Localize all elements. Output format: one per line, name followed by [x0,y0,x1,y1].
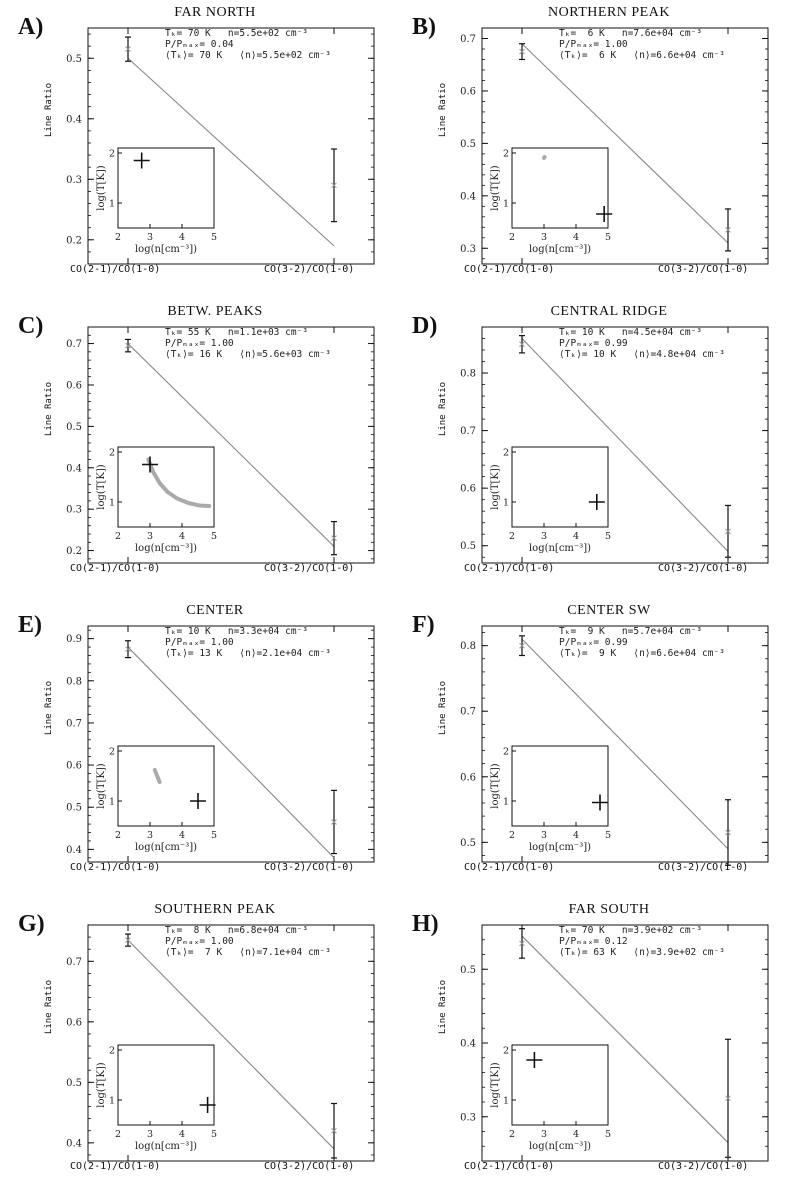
y-axis-label: Line Ratio [438,680,448,736]
chart-title: NORTHERN PEAK [548,5,670,20]
y-axis-label: Line Ratio [44,680,54,736]
chart-panel [0,897,394,1196]
chart-svg [394,897,788,1196]
fit-parameter-line: P/Pₘₐₓ= 0.99 [559,338,628,349]
y-axis-label: Line Ratio [44,381,54,437]
inset-y-tick-label: 1 [502,796,509,808]
chart-title: FAR SOUTH [568,902,650,917]
plot-frame [88,28,374,264]
inset-frame [118,746,214,826]
inset-x-tick-label: 4 [572,531,580,542]
fit-parameter-line: P/Pₘₐₓ= 1.00 [165,338,234,349]
x-category-label: CO(2-1)/CO(1-0) [70,264,161,275]
x-category-label: CO(3-2)/CO(1-0) [264,563,355,574]
inset-x-tick-label: 2 [508,830,516,841]
chart-panel [394,598,788,897]
inset-frame [512,148,608,228]
inset-y-axis-label: log(T[K]) [96,464,107,510]
inset-x-tick-label: 5 [604,830,612,841]
inset-y-axis-label: log(T[K]) [490,165,501,211]
fit-parameter-line: P/Pₘₐₓ= 1.00 [165,637,234,648]
chart-panel [394,299,788,598]
inset-x-tick-label: 3 [540,531,548,542]
y-tick-label: 0.3 [460,243,476,255]
y-tick-label: 0.3 [66,174,82,186]
inset-y-tick-label: 1 [108,198,115,210]
inset-y-tick-label: 2 [502,746,509,758]
y-tick-label: 0.5 [460,964,476,976]
y-tick-label: 0.3 [66,504,82,516]
inset-y-tick-label: 2 [108,746,115,758]
chart-panel [0,598,394,897]
fit-parameter-line: P/Pₘₐₓ= 0.04 [165,39,234,50]
y-tick-label: 0.2 [66,235,82,247]
fit-parameter-line: P/Pₘₐₓ= 1.00 [165,936,234,947]
inset-y-axis-label: log(T[K]) [490,763,501,809]
y-tick-label: 0.5 [66,802,82,814]
fit-parameter-line: Tₖ= 9 K n=5.7e+04 cm⁻³ [559,626,702,637]
y-tick-label: 0.5 [66,421,82,433]
y-tick-label: 0.3 [460,1112,476,1124]
inset-x-tick-label: 4 [572,232,580,243]
inset-x-tick-label: 4 [178,1129,186,1140]
fit-parameter-line: ⟨Tₖ⟩= 7 K ⟨n⟩=7.1e+04 cm⁻³ [165,947,331,958]
chart-title: CENTER SW [567,603,651,618]
y-tick-label: 0.4 [460,191,476,203]
y-tick-label: 0.8 [460,368,476,380]
y-tick-label: 0.7 [460,426,476,438]
inset-frame [118,148,214,228]
x-category-label: CO(2-1)/CO(1-0) [70,862,161,873]
y-tick-label: 0.4 [460,1038,476,1050]
inset-x-tick-label: 2 [508,1129,516,1140]
inset-x-axis-label: log(n[cm⁻³]) [134,842,198,853]
inset-x-tick-label: 2 [114,232,122,243]
inset-x-tick-label: 2 [114,1129,122,1140]
inset-x-tick-label: 2 [508,232,516,243]
y-tick-label: 0.8 [66,676,82,688]
panel-label: A) [18,14,44,40]
plot-frame [482,28,768,264]
x-category-label: CO(3-2)/CO(1-0) [658,1161,749,1172]
inset-y-axis-label: log(T[K]) [490,1062,501,1108]
inset-x-axis-label: log(n[cm⁻³]) [134,244,198,255]
inset-x-tick-label: 3 [540,232,548,243]
inset-x-tick-label: 3 [540,1129,548,1140]
y-tick-label: 0.5 [460,138,476,150]
inset-x-tick-label: 3 [146,1129,154,1140]
y-tick-label: 0.6 [66,380,82,392]
fit-parameter-line: Tₖ= 8 K n=6.8e+04 cm⁻³ [165,925,308,936]
inset-x-axis-label: log(n[cm⁻³]) [134,543,198,554]
y-tick-label: 0.7 [66,718,82,730]
inset-y-tick-label: 2 [502,1045,509,1057]
fit-parameter-line: ⟨Tₖ⟩= 16 K ⟨n⟩=5.6e+03 cm⁻³ [165,349,331,360]
inset-x-tick-label: 4 [572,1129,580,1140]
plot-frame [88,626,374,862]
inset-x-axis-label: log(n[cm⁻³]) [528,543,592,554]
inset-x-axis-label: log(n[cm⁻³]) [528,1141,592,1152]
inset-x-tick-label: 3 [146,232,154,243]
x-category-label: CO(2-1)/CO(1-0) [70,563,161,574]
chart-svg [394,299,788,598]
inset-y-axis-label: log(T[K]) [96,165,107,211]
y-tick-label: 0.7 [460,33,476,45]
fit-parameter-line: ⟨Tₖ⟩= 70 K ⟨n⟩=5.5e+02 cm⁻³ [165,50,331,61]
y-tick-label: 0.7 [66,339,82,351]
chart-panel [394,0,788,299]
y-tick-label: 0.7 [460,706,476,718]
inset-frame [118,447,214,527]
inset-x-tick-label: 3 [540,830,548,841]
inset-x-tick-label: 5 [210,232,218,243]
chart-panel [394,897,788,1196]
fit-parameter-line: ⟨Tₖ⟩= 13 K ⟨n⟩=2.1e+04 cm⁻³ [165,648,331,659]
x-category-label: CO(2-1)/CO(1-0) [464,1161,555,1172]
chart-svg [0,897,394,1196]
inset-x-axis-label: log(n[cm⁻³]) [528,244,592,255]
x-category-label: CO(3-2)/CO(1-0) [264,264,355,275]
chart-svg [394,598,788,897]
inset-y-tick-label: 2 [108,447,115,459]
fit-parameter-line: P/Pₘₐₓ= 0.12 [559,936,628,947]
inset-x-tick-label: 5 [210,1129,218,1140]
inset-y-tick-label: 2 [502,447,509,459]
fit-parameter-line: Tₖ= 70 K n=5.5e+02 cm⁻³ [165,28,308,39]
chart-title: SOUTHERN PEAK [154,902,276,917]
y-tick-label: 0.6 [460,483,476,495]
fit-parameter-line: P/Pₘₐₓ= 0.99 [559,637,628,648]
x-category-label: CO(2-1)/CO(1-0) [464,563,555,574]
fit-parameter-line: ⟨Tₖ⟩= 6 K ⟨n⟩=6.6e+04 cm⁻³ [559,50,725,61]
y-tick-label: 0.7 [66,956,82,968]
inset-x-tick-label: 5 [604,531,612,542]
plot-frame [482,925,768,1161]
inset-x-tick-label: 5 [210,830,218,841]
x-category-label: CO(3-2)/CO(1-0) [658,264,749,275]
y-axis-label: Line Ratio [438,979,448,1035]
panel-label: H) [412,911,439,937]
inset-x-axis-label: log(n[cm⁻³]) [134,1141,198,1152]
inset-x-tick-label: 4 [178,830,186,841]
inset-x-tick-label: 4 [178,232,186,243]
y-axis-label: Line Ratio [44,82,54,138]
y-tick-label: 0.5 [460,837,476,849]
x-category-label: CO(3-2)/CO(1-0) [658,563,749,574]
y-tick-label: 0.4 [66,1138,82,1150]
chart-panel [0,0,394,299]
chart-panel [0,299,394,598]
inset-x-tick-label: 5 [604,1129,612,1140]
chart-title: CENTER [186,603,244,618]
inset-x-tick-label: 3 [146,531,154,542]
chart-title: FAR NORTH [174,5,256,20]
fit-parameter-line: Tₖ= 55 K n=1.1e+03 cm⁻³ [165,327,308,338]
y-tick-label: 0.2 [66,546,82,558]
panel-label: C) [18,313,44,339]
plot-frame [88,925,374,1161]
x-category-label: CO(2-1)/CO(1-0) [464,264,555,275]
chart-svg [0,0,394,299]
x-category-label: CO(3-2)/CO(1-0) [264,1161,355,1172]
inset-x-tick-label: 2 [508,531,516,542]
fit-parameter-line: Tₖ= 70 K n=3.9e+02 cm⁻³ [559,925,702,936]
inset-x-tick-label: 5 [604,232,612,243]
x-category-label: CO(2-1)/CO(1-0) [464,862,555,873]
y-tick-label: 0.8 [460,641,476,653]
inset-x-tick-label: 4 [178,531,186,542]
inset-x-tick-label: 3 [146,830,154,841]
fit-parameter-line: Tₖ= 10 K n=4.5e+04 cm⁻³ [559,327,702,338]
y-tick-label: 0.9 [66,634,82,646]
inset-y-tick-label: 1 [502,1095,509,1107]
inset-x-axis-label: log(n[cm⁻³]) [528,842,592,853]
inset-y-tick-label: 1 [502,198,509,210]
inset-frame [118,1045,214,1125]
inset-y-tick-label: 2 [108,1045,115,1057]
y-axis-label: Line Ratio [44,979,54,1035]
fit-parameter-line: ⟨Tₖ⟩= 10 K ⟨n⟩=4.8e+04 cm⁻³ [559,349,725,360]
inset-x-tick-label: 5 [210,531,218,542]
fit-parameter-line: ⟨Tₖ⟩= 9 K ⟨n⟩=6.6e+04 cm⁻³ [559,648,725,659]
chart-svg [0,598,394,897]
fit-parameter-line: Tₖ= 6 K n=7.6e+04 cm⁻³ [559,28,702,39]
panel-label: F) [412,612,435,638]
y-axis-label: Line Ratio [438,82,448,138]
x-category-label: CO(3-2)/CO(1-0) [658,862,749,873]
x-category-label: CO(2-1)/CO(1-0) [70,1161,161,1172]
inset-y-axis-label: log(T[K]) [96,763,107,809]
inset-x-tick-label: 4 [572,830,580,841]
panel-label: D) [412,313,438,339]
y-tick-label: 0.4 [66,114,82,126]
y-tick-label: 0.5 [66,53,82,65]
y-tick-label: 0.5 [66,1077,82,1089]
inset-y-tick-label: 1 [108,1095,115,1107]
chart-svg [394,0,788,299]
inset-y-tick-label: 1 [108,497,115,509]
inset-y-tick-label: 1 [502,497,509,509]
probability-region [544,157,545,158]
y-tick-label: 0.6 [460,86,476,98]
inset-frame [512,1045,608,1125]
chart-title: CENTRAL RIDGE [550,304,668,319]
inset-x-tick-label: 2 [114,830,122,841]
y-tick-label: 0.5 [460,541,476,553]
inset-y-axis-label: log(T[K]) [96,1062,107,1108]
panel-label: G) [18,911,45,937]
inset-y-tick-label: 1 [108,796,115,808]
fit-parameter-line: P/Pₘₐₓ= 1.00 [559,39,628,50]
chart-title: BETW. PEAKS [167,304,263,319]
inset-y-tick-label: 2 [108,148,115,160]
y-axis-label: Line Ratio [438,381,448,437]
y-tick-label: 0.4 [66,844,82,856]
y-tick-label: 0.6 [66,1017,82,1029]
y-tick-label: 0.6 [460,772,476,784]
x-category-label: CO(3-2)/CO(1-0) [264,862,355,873]
fit-parameter-line: ⟨Tₖ⟩= 63 K ⟨n⟩=3.9e+02 cm⁻³ [559,947,725,958]
y-tick-label: 0.6 [66,760,82,772]
chart-svg [0,299,394,598]
inset-y-tick-label: 2 [502,148,509,160]
panel-label: E) [18,612,42,638]
inset-frame [512,746,608,826]
inset-frame [512,447,608,527]
inset-y-axis-label: log(T[K]) [490,464,501,510]
inset-x-tick-label: 2 [114,531,122,542]
panel-label: B) [412,14,436,40]
fit-parameter-line: Tₖ= 10 K n=3.3e+04 cm⁻³ [165,626,308,637]
y-tick-label: 0.4 [66,463,82,475]
